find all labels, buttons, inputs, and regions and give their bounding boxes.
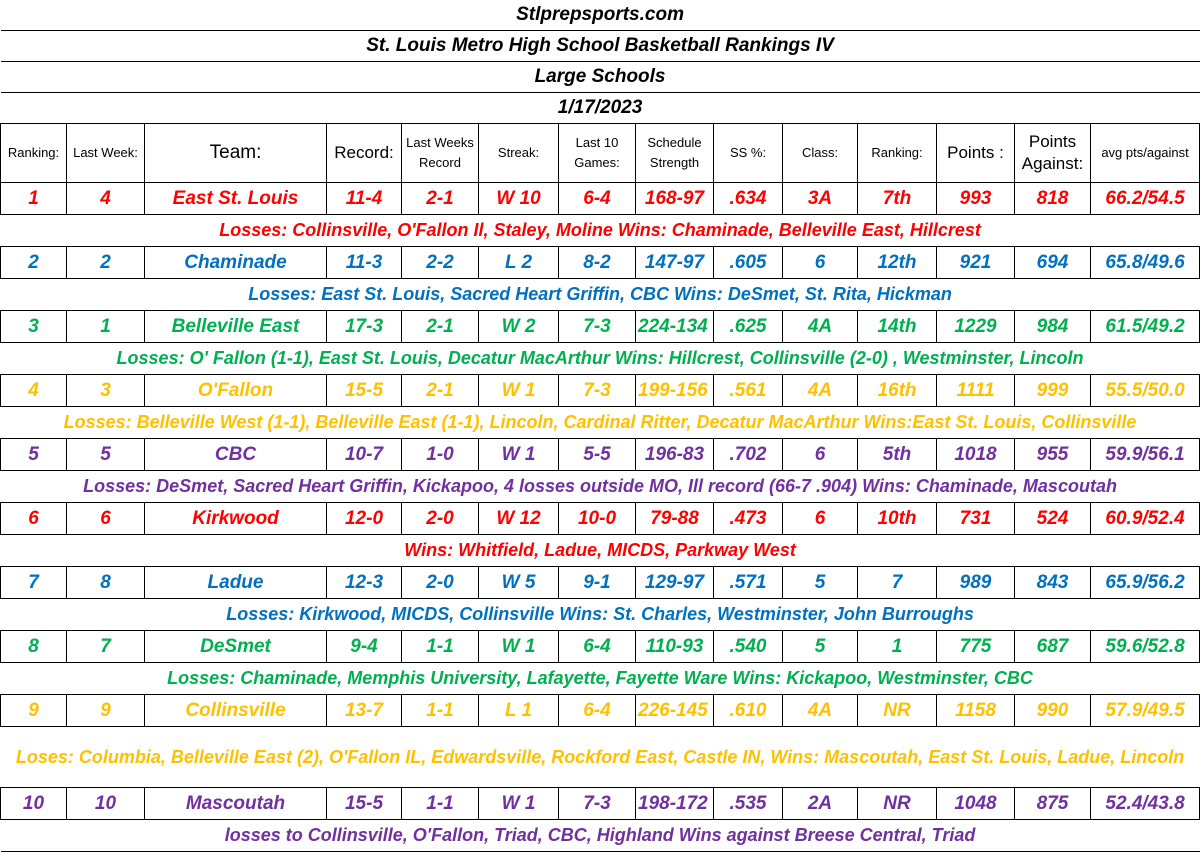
team-schedule-strength: 226-145	[636, 695, 714, 727]
team-notes: Loses: Columbia, Belleville East (2), O'Fallon IL, Edwardsville, Rockford East, Castle IN, Wins: Mascoutah, East St. Louis, Ladue, Lincoln	[1, 727, 1200, 788]
team-notes: Losses: O' Fallon (1-1), East St. Louis, Decatur MacArthur Wins: Hillcrest, Collinsville (2-0) , Westminster, Lincoln	[1, 343, 1200, 375]
header-record: Record:	[327, 124, 402, 183]
team-notes-row	[1, 727, 1200, 788]
team-points: 993	[937, 183, 1015, 215]
team-points-against: 694	[1015, 247, 1091, 279]
site-title: Stlprepsports.com	[1, 0, 1200, 31]
team-points: 1111	[937, 375, 1015, 407]
team-last-week: 10	[67, 788, 145, 820]
team-points: 1018	[937, 439, 1015, 471]
team-schedule-strength: 129-97	[636, 567, 714, 599]
team-schedule-strength: 224-134	[636, 311, 714, 343]
team-rank: 8	[1, 631, 67, 663]
team-ss-pct: .702	[714, 439, 783, 471]
team-rank: 4	[1, 375, 67, 407]
header-team: Team:	[145, 124, 327, 183]
table-row	[1, 567, 1200, 599]
team-last-week: 6	[67, 503, 145, 535]
team-name: Ladue	[145, 567, 327, 599]
table-row	[1, 375, 1200, 407]
team-last-weeks-record: 2-1	[402, 311, 479, 343]
team-ss-pct: .605	[714, 247, 783, 279]
team-last10: 7-3	[559, 375, 636, 407]
team-name: Kirkwood	[145, 503, 327, 535]
header-last-week: Last Week:	[67, 124, 145, 183]
team-notes: Losses: Chaminade, Memphis University, Lafayette, Fayette Ware Wins: Kickapoo, Westminster, CBC	[1, 663, 1200, 695]
team-last10: 7-3	[559, 788, 636, 820]
team-ss-pct: .473	[714, 503, 783, 535]
team-avg: 65.8/49.6	[1091, 247, 1200, 279]
team-avg: 55.5/50.0	[1091, 375, 1200, 407]
team-last-week: 4	[67, 183, 145, 215]
team-last10: 6-4	[559, 631, 636, 663]
team-name: CBC	[145, 439, 327, 471]
team-rank: 3	[1, 311, 67, 343]
team-record: 12-3	[327, 567, 402, 599]
team-class-ranking: 7th	[858, 183, 937, 215]
site-title-row	[1, 0, 1200, 31]
team-points: 775	[937, 631, 1015, 663]
team-last-weeks-record: 2-2	[402, 247, 479, 279]
header-last10: Last 10 Games:	[559, 124, 636, 183]
team-schedule-strength: 110-93	[636, 631, 714, 663]
team-class: 5	[783, 567, 858, 599]
header-schedule-strength: Schedule Strength	[636, 124, 714, 183]
team-last-week: 7	[67, 631, 145, 663]
team-rank: 2	[1, 247, 67, 279]
team-streak: W 1	[479, 631, 559, 663]
team-points-against: 955	[1015, 439, 1091, 471]
team-class-ranking: 14th	[858, 311, 937, 343]
team-points-against: 990	[1015, 695, 1091, 727]
team-class: 3A	[783, 183, 858, 215]
team-class: 6	[783, 247, 858, 279]
page-heading: St. Louis Metro High School Basketball Rankings IV	[1, 31, 1200, 62]
division-row	[1, 62, 1200, 93]
team-class-ranking: 5th	[858, 439, 937, 471]
heading-row	[1, 31, 1200, 62]
header-class: Class:	[783, 124, 858, 183]
team-record: 17-3	[327, 311, 402, 343]
team-class-ranking: 10th	[858, 503, 937, 535]
team-class: 6	[783, 503, 858, 535]
table-row	[1, 695, 1200, 727]
team-notes-row	[1, 407, 1200, 439]
division-label: Large Schools	[1, 62, 1200, 93]
team-ss-pct: .535	[714, 788, 783, 820]
team-notes-row	[1, 215, 1200, 247]
team-class-ranking: 1	[858, 631, 937, 663]
team-last-week: 9	[67, 695, 145, 727]
team-record: 15-5	[327, 375, 402, 407]
team-rank: 7	[1, 567, 67, 599]
team-points: 1048	[937, 788, 1015, 820]
team-avg: 66.2/54.5	[1091, 183, 1200, 215]
team-class: 4A	[783, 695, 858, 727]
team-class-ranking: 7	[858, 567, 937, 599]
team-notes: Losses: Belleville West (1-1), Belleville East (1-1), Lincoln, Cardinal Ritter, Decatur MacArthur Wins:East St. Louis, Collinsville	[1, 407, 1200, 439]
header-points: Points :	[937, 124, 1015, 183]
team-record: 10-7	[327, 439, 402, 471]
team-record: 13-7	[327, 695, 402, 727]
team-notes-row	[1, 663, 1200, 695]
header-last-weeks-record: Last Weeks Record	[402, 124, 479, 183]
team-name: Collinsville	[145, 695, 327, 727]
team-class: 5	[783, 631, 858, 663]
team-name: O'Fallon	[145, 375, 327, 407]
team-class-ranking: 12th	[858, 247, 937, 279]
team-ss-pct: .634	[714, 183, 783, 215]
team-points: 731	[937, 503, 1015, 535]
team-name: DeSmet	[145, 631, 327, 663]
team-class-ranking: 16th	[858, 375, 937, 407]
team-record: 15-5	[327, 788, 402, 820]
team-avg: 60.9/52.4	[1091, 503, 1200, 535]
team-last-weeks-record: 1-0	[402, 439, 479, 471]
header-avg: avg pts/against	[1091, 124, 1200, 183]
team-last10: 9-1	[559, 567, 636, 599]
team-rank: 5	[1, 439, 67, 471]
team-schedule-strength: 79-88	[636, 503, 714, 535]
team-schedule-strength: 199-156	[636, 375, 714, 407]
team-points: 921	[937, 247, 1015, 279]
team-streak: W 1	[479, 375, 559, 407]
table-row	[1, 311, 1200, 343]
header-ranking: Ranking:	[1, 124, 67, 183]
table-row	[1, 439, 1200, 471]
team-streak: W 2	[479, 311, 559, 343]
team-class-ranking: NR	[858, 788, 937, 820]
team-streak: W 5	[479, 567, 559, 599]
team-schedule-strength: 196-83	[636, 439, 714, 471]
team-rank: 1	[1, 183, 67, 215]
team-notes: losses to Collinsville, O'Fallon, Triad, CBC, Highland Wins against Breese Central, Triad	[1, 820, 1200, 852]
team-name: Belleville East	[145, 311, 327, 343]
team-ss-pct: .540	[714, 631, 783, 663]
team-last-weeks-record: 2-1	[402, 183, 479, 215]
team-last-week: 2	[67, 247, 145, 279]
team-rank: 6	[1, 503, 67, 535]
team-notes-row	[1, 343, 1200, 375]
team-last10: 7-3	[559, 311, 636, 343]
team-avg: 52.4/43.8	[1091, 788, 1200, 820]
team-points-against: 875	[1015, 788, 1091, 820]
team-last-week: 5	[67, 439, 145, 471]
team-avg: 61.5/49.2	[1091, 311, 1200, 343]
team-avg: 59.9/56.1	[1091, 439, 1200, 471]
team-points-against: 818	[1015, 183, 1091, 215]
team-avg: 59.6/52.8	[1091, 631, 1200, 663]
team-schedule-strength: 168-97	[636, 183, 714, 215]
team-streak: W 10	[479, 183, 559, 215]
team-streak: W 1	[479, 439, 559, 471]
team-notes: Wins: Whitfield, Ladue, MICDS, Parkway West	[1, 535, 1200, 567]
team-points-against: 687	[1015, 631, 1091, 663]
team-schedule-strength: 198-172	[636, 788, 714, 820]
team-class: 6	[783, 439, 858, 471]
team-points-against: 999	[1015, 375, 1091, 407]
team-notes: Losses: East St. Louis, Sacred Heart Griffin, CBC Wins: DeSmet, St. Rita, Hickman	[1, 279, 1200, 311]
team-points-against: 524	[1015, 503, 1091, 535]
header-points-against: Points Against:	[1015, 124, 1091, 183]
team-last10: 8-2	[559, 247, 636, 279]
team-class: 4A	[783, 311, 858, 343]
header-class-ranking: Ranking:	[858, 124, 937, 183]
team-notes: Losses: Kirkwood, MICDS, Collinsville Wins: St. Charles, Westminster, John Burroughs	[1, 599, 1200, 631]
team-last-weeks-record: 1-1	[402, 788, 479, 820]
ranking-date: 1/17/2023	[1, 93, 1200, 124]
team-points-against: 843	[1015, 567, 1091, 599]
team-record: 11-3	[327, 247, 402, 279]
team-last-week: 3	[67, 375, 145, 407]
team-name: Mascoutah	[145, 788, 327, 820]
team-avg: 65.9/56.2	[1091, 567, 1200, 599]
team-class-ranking: NR	[858, 695, 937, 727]
team-class: 2A	[783, 788, 858, 820]
team-last-weeks-record: 2-0	[402, 503, 479, 535]
table-row	[1, 247, 1200, 279]
team-points-against: 984	[1015, 311, 1091, 343]
team-class: 4A	[783, 375, 858, 407]
table-row	[1, 503, 1200, 535]
team-record: 11-4	[327, 183, 402, 215]
team-notes-row	[1, 599, 1200, 631]
team-points: 989	[937, 567, 1015, 599]
team-points: 1158	[937, 695, 1015, 727]
table-row	[1, 183, 1200, 215]
team-record: 9-4	[327, 631, 402, 663]
team-ss-pct: .561	[714, 375, 783, 407]
table-row	[1, 788, 1200, 820]
column-header-row	[1, 124, 1200, 183]
team-rank: 10	[1, 788, 67, 820]
header-ss-pct: SS %:	[714, 124, 783, 183]
team-last10: 10-0	[559, 503, 636, 535]
header-streak: Streak:	[479, 124, 559, 183]
team-points: 1229	[937, 311, 1015, 343]
team-streak: W 12	[479, 503, 559, 535]
team-last-weeks-record: 2-1	[402, 375, 479, 407]
team-rank: 9	[1, 695, 67, 727]
team-streak: L 2	[479, 247, 559, 279]
team-last10: 6-4	[559, 183, 636, 215]
team-notes-row	[1, 535, 1200, 567]
team-name: Chaminade	[145, 247, 327, 279]
team-notes: Losses: DeSmet, Sacred Heart Griffin, Kickapoo, 4 losses outside MO, Ill record (66-7 .904) Wins: Chaminade, Mascoutah	[1, 471, 1200, 503]
team-last-week: 8	[67, 567, 145, 599]
team-streak: W 1	[479, 788, 559, 820]
team-ss-pct: .571	[714, 567, 783, 599]
team-last10: 6-4	[559, 695, 636, 727]
team-last-weeks-record: 1-1	[402, 631, 479, 663]
team-avg: 57.9/49.5	[1091, 695, 1200, 727]
team-name: East St. Louis	[145, 183, 327, 215]
team-record: 12-0	[327, 503, 402, 535]
table-row	[1, 631, 1200, 663]
team-ss-pct: .625	[714, 311, 783, 343]
team-notes-row	[1, 471, 1200, 503]
team-last-weeks-record: 1-1	[402, 695, 479, 727]
date-row	[1, 93, 1200, 124]
team-ss-pct: .610	[714, 695, 783, 727]
team-last-weeks-record: 2-0	[402, 567, 479, 599]
team-streak: L 1	[479, 695, 559, 727]
team-last10: 5-5	[559, 439, 636, 471]
team-notes-row	[1, 820, 1200, 852]
team-notes: Losses: Collinsville, O'Fallon Il, Staley, Moline Wins: Chaminade, Belleville East, Hillcrest	[1, 215, 1200, 247]
team-last-week: 1	[67, 311, 145, 343]
team-schedule-strength: 147-97	[636, 247, 714, 279]
team-notes-row	[1, 279, 1200, 311]
